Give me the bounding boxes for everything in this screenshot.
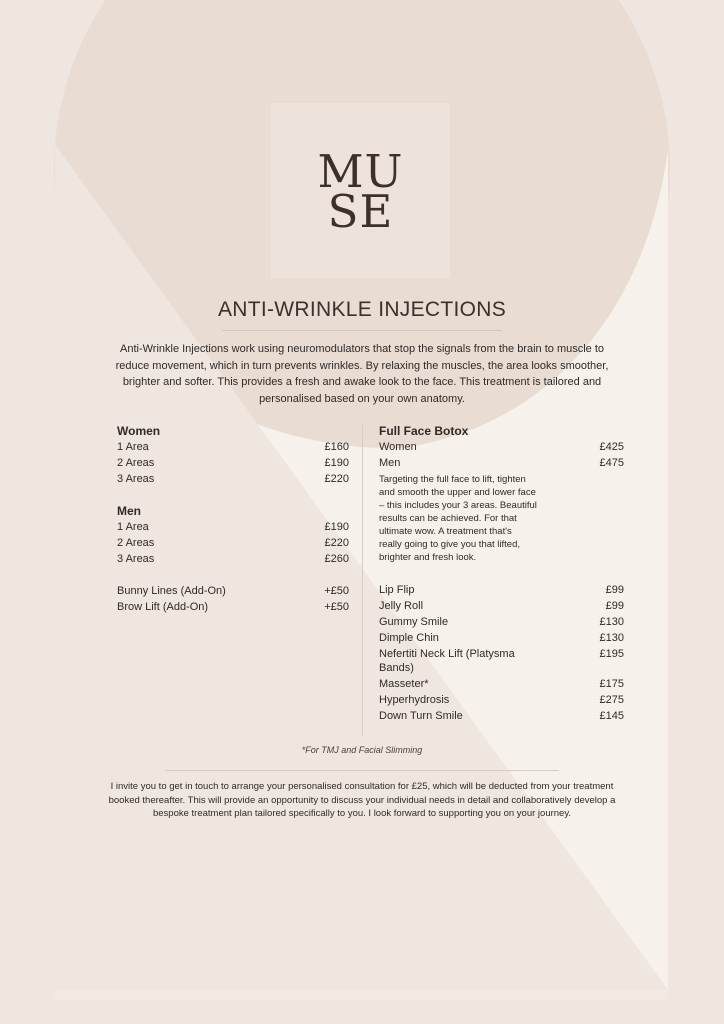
price-label: Gummy Smile [379,616,449,628]
price-row [117,551,349,567]
price-label: Lip Flip [379,584,415,596]
price-value: £145 [599,710,624,722]
logo-text [271,145,450,238]
price-value: £130 [599,632,624,644]
price-row [379,582,624,598]
price-label: 2 Areas [117,537,155,549]
price-value: £130 [599,616,624,628]
price-value: £475 [599,457,624,469]
price-label: Women [379,441,417,453]
price-value: £190 [324,457,349,469]
full-face-description: Targeting the full face to lift, tighten and smooth the upper and lower face – this includes your 3 areas. Beautiful results can be achieved. For that ultimate wow. A treatment that's really going to give you that lifted, brighter and fresh look. [379,474,537,563]
price-label: Bunny Lines (Add-On) [117,585,226,597]
price-label: Hyperhydrosis [379,694,450,706]
closing-paragraph: I invite you to get in touch to arrange your personalised consultation for £25, which will be deducted from your treatment booked thereafter. This will provide an opportunity to discuss your individual needs in detail and collaboratively develop a bespoke treatment plan tailored specifically to you. I look forward to supporting you on your journey. [108,781,616,819]
price-label: Dimple Chin [379,632,439,644]
price-value: +£50 [324,601,349,613]
price-value: £425 [599,441,624,453]
price-value: £99 [605,584,624,596]
price-label: 3 Areas [117,553,155,565]
footnote: *For TMJ and Facial Slimming [301,745,423,755]
price-row [117,519,349,535]
price-row [379,614,624,630]
logo-bottom: SE [327,185,394,238]
addon-row [117,599,349,615]
price-row [379,455,624,471]
price-label: Jelly Roll [379,600,424,612]
price-label: Masseter* [379,678,429,690]
page-title: ANTI-WRINKLE INJECTIONS [217,298,507,321]
price-value: £260 [324,553,349,565]
price-row [379,646,624,676]
addon-row [117,583,349,599]
title-divider [222,330,502,331]
price-value: +£50 [324,585,349,597]
price-row [117,439,349,455]
price-value: £195 [599,648,624,660]
intro-paragraph: Anti-Wrinkle Injections work using neuromodulators that stop the signals from the brain to muscle to reduce movement, which in turn prevents wrinkles. By relaxing the muscles, the area looks smoother, brighter and softer. This provides a fresh and awake look to the face. This treatment is tailored and personalised based on your own anatomy. [115,343,609,405]
price-label: 1 Area [117,521,149,533]
right-price-column [379,423,624,724]
price-label: Brow Lift (Add-On) [117,601,209,613]
price-label: Down Turn Smile [379,710,463,722]
column-divider [362,424,363,736]
men-heading: Men [117,504,141,518]
price-label: 2 Areas [117,457,155,469]
price-row [379,676,624,692]
logo-top: MU [317,145,404,198]
price-label: 3 Areas [117,473,155,485]
price-label: 1 Area [117,441,149,453]
price-row [379,708,624,724]
price-label: Men [379,457,401,469]
price-value: £275 [599,694,624,706]
price-value: £220 [324,537,349,549]
price-row [379,630,624,646]
left-price-column [117,423,349,615]
price-row [117,455,349,471]
full-face-heading: Full Face Botox [379,424,469,438]
price-row [379,439,624,455]
price-row [379,598,624,614]
price-value: £190 [324,521,349,533]
price-value: £99 [605,600,624,612]
women-heading: Women [117,424,161,438]
price-value: £175 [599,678,624,690]
price-value: £160 [324,441,349,453]
price-label: Nefertiti Neck Lift (Platysma Bands) [379,648,515,674]
footer-divider [165,770,559,771]
price-row [117,471,349,487]
price-row [117,535,349,551]
price-row [379,692,624,708]
price-value: £220 [324,473,349,485]
